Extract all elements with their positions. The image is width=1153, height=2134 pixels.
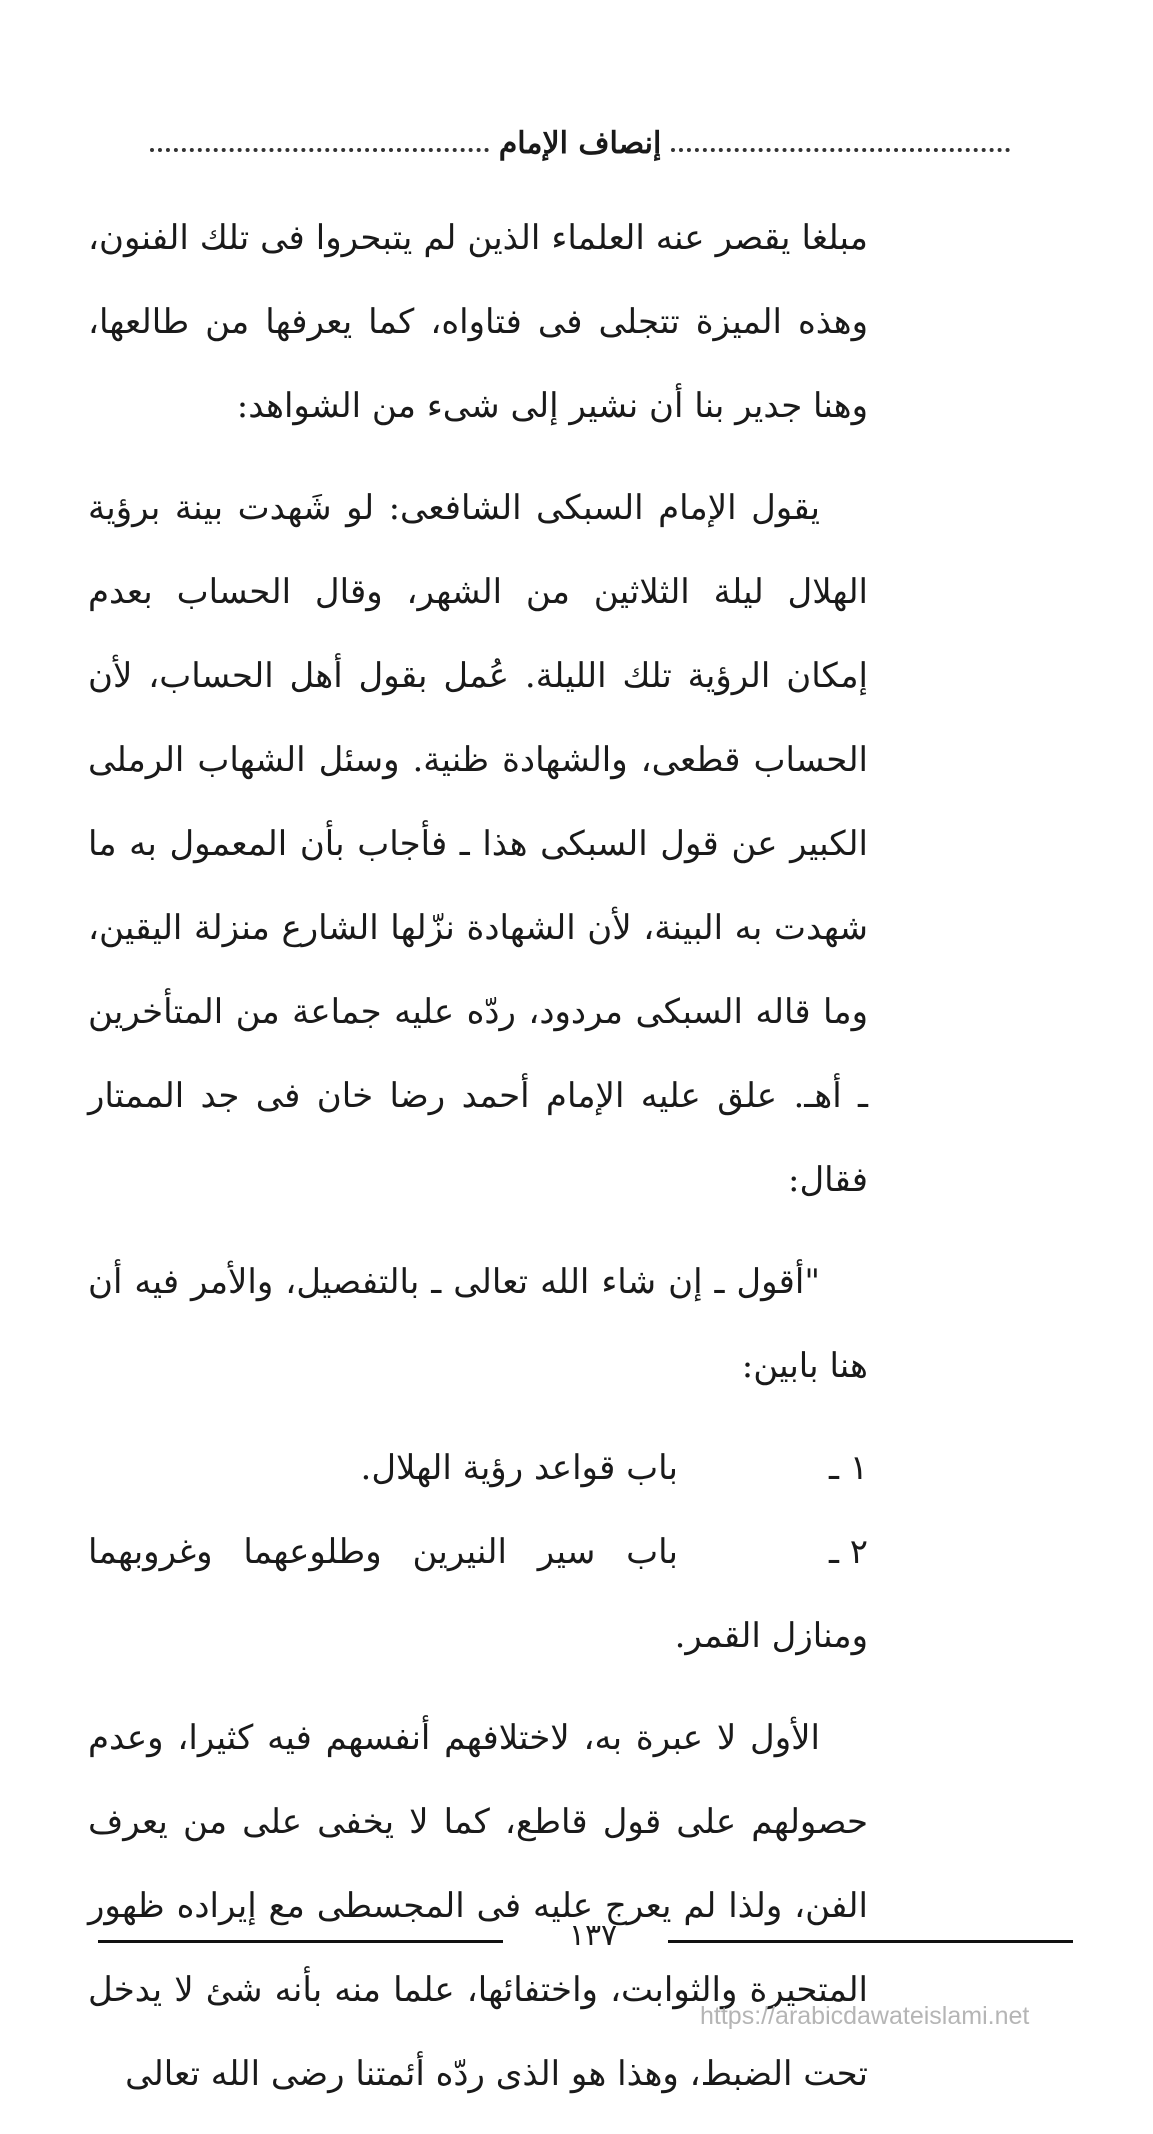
page-number: ١٣٧ <box>568 1918 618 1953</box>
header-dotted-leader-right <box>671 148 1010 152</box>
page-footer <box>98 1918 1078 1962</box>
book-title: إنصاف الإمام <box>498 125 662 161</box>
watermark-url: https://arabicdawateislami.net <box>700 2002 1030 2030</box>
paragraph-4: الأول لا عبرة به، لاختلافهم أنفسهم فيه كثيرا، وعدم حصولهم على قول قاطع، كما لا يخفى على من يعرف الفن، ولذا لم يعرج عليه فى المجسطى مع إيراده ظهور المتحيرة والثوابت، واختفائها، علما منه بأنه شئ لا يدخل تحت الضبط، وهذا هو الذى ردّه أئمتنا رضى الله تعالى <box>88 1718 868 2094</box>
list-item-2 <box>88 1510 868 1594</box>
list-text: باب قواعد رؤية الهلال. <box>360 1448 678 1488</box>
body-text <box>88 196 868 2134</box>
footer-rule-right <box>668 1940 1073 1943</box>
list-number: ١ ـ <box>828 1448 868 1488</box>
list-text: باب سير النيرين وطلوعهما وغروبهما <box>88 1532 678 1572</box>
list-item-2-continuation: ومنازل القمر. <box>674 1616 868 1656</box>
list-item-1 <box>88 1426 868 1510</box>
paragraph-2: يقول الإمام السبكى الشافعى: لو شَهدت بينة برؤية الهلال ليلة الثلاثين من الشهر، وقال الحساب بعدم إمكان الرؤية تلك الليلة. عُمل بقول أهل الحساب، لأن الحساب قطعى، والشهادة ظنية. وسئل الشهاب الرملى الكبير عن قول السبكى هذا ـ فأجاب بأن المعمول به ما شهدت به البينة، لأن الشهادة نزّلها الشارع منزلة اليقين، وما قاله السبكى مردود، ردّه عليه جماعة من المتأخرين ـ أهـ. علق عليه الإمام أحمد رضا خان فى جد الممتار فقال: <box>88 488 868 1200</box>
paragraph-1: مبلغا يقصر عنه العلماء الذين لم يتبحروا فى تلك الفنون، وهذه الميزة تتجلى فى فتاواه، كما يعرفها من طالعها، وهنا جدير بنا أن نشير إلى شىء من الشواهد: <box>88 218 868 426</box>
list-number: ٢ ـ <box>828 1532 868 1572</box>
paragraph-3: "أقول ـ إن شاء الله تعالى ـ بالتفصيل، والأمر فيه أن هنا بابين: <box>88 1262 868 1386</box>
footer-rule-left <box>98 1940 503 1943</box>
header-dotted-leader-left <box>150 148 489 152</box>
running-header <box>150 118 1010 168</box>
